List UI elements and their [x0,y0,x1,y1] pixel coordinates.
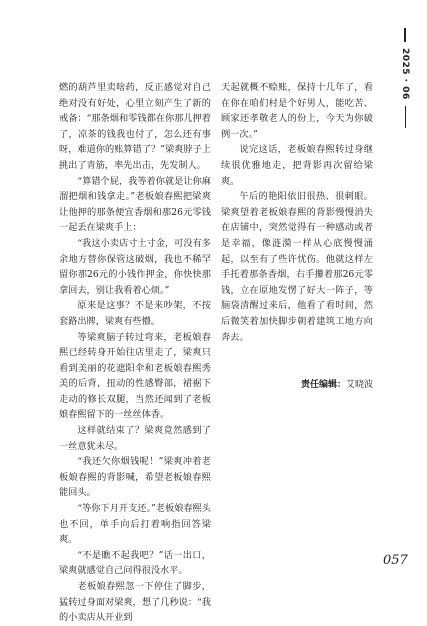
paragraph: “我这小卖店寸土寸金，可没有多余地方替你保管这破烟，我也不稀罕留你那26元的小钱作押金，你快快那拿回去，别让我看着心烦。” [59,237,211,296]
editor-credit [221,378,373,394]
editor-name: 艾晓波 [345,380,373,391]
paragraph: “我还欠你烟钱呢！”梁爽冲着老板娘春熙的背影喊，希望老板娘春熙能回头。 [59,456,211,499]
paragraph: 天起就概不赊账，保持十几年了，看在你在咱们村是个好男人，能吃苦、顾家还孝敬老人的份上，今天为你破例一次。” [221,82,373,140]
paragraph: “不是瞧不起我吧？”话一出口，梁爽就感觉自己问得很没水平。 [59,549,211,577]
paragraph: 燃的葫芦里卖啥药，反正感觉对自己绝对没有好处，心里立刻产生了新的戒备：“那条烟和零钱都在你那儿押着了，凉茶的钱我也付了，怎么还有事呀，难道你的账算错了？”梁爽脖子上挑出了青筋，率先出击，先发制人。 [59,82,211,171]
paragraph: 老板娘春熙忽一下停住了脚步，猛转过身面对梁爽，想了几秒说：“我的小卖店从开业到 [59,581,211,624]
issue-marker [398,28,412,128]
issue-marker-line [405,106,406,128]
issue-marker-bar [404,28,406,42]
paragraph: 午后的艳阳依旧很热、很刺眼。梁爽望着老板娘春熙的背影慢慢消失在店铺中，突然觉得有一种感动或者是幸福，像涟漪一样从心底慢慢涌起，以至有了些许忧伤。他就这样左手托着那条香烟，右手攥着那26元零钱，立在原地发愣了好大一阵子，等脑袋清醒过来后，他看了看时间，然后微笑着加快脚步朝着建筑工地方向奔去。 [221,191,373,343]
left-column [59,80,211,626]
paragraph: 原来是这事？不是来吵架，不按套路出牌，梁爽有些懵。 [59,300,211,327]
page-number: 057 [383,553,408,568]
paragraph: 这样就结束了？梁爽竟然感到了一丝意犹未尽。 [59,425,211,452]
right-column [221,80,373,394]
paragraph: “等你下月开支还。”老板娘春熙头也不回，单手向后打着响指回答梁爽。 [59,503,211,546]
editor-label: 责任编辑： [300,380,346,391]
paragraph: “算错个屁，我等着你就是让你麻溜把烟和钱拿走。”老板娘春熙把梁爽让他押的那条便宜香烟和那26元零钱一起丢在梁爽手上： [59,175,211,234]
issue-date: 2025 · 06 [400,48,410,100]
paragraph: 等梁爽脑子转过弯来，老板娘春熙已经转身开始往店里走了，梁爽只看到美丽的花遮阳伞和老板娘春熙秀美的后背，扭动的性感臀部，裙裾下走动的修长双腿，当然还闻到了老板娘春熙留下的一丝丝体香。 [59,331,211,421]
paragraph: 说完这话，老板娘春熙转过身继续很优雅地走，把背影再次留给梁爽。 [221,144,373,187]
